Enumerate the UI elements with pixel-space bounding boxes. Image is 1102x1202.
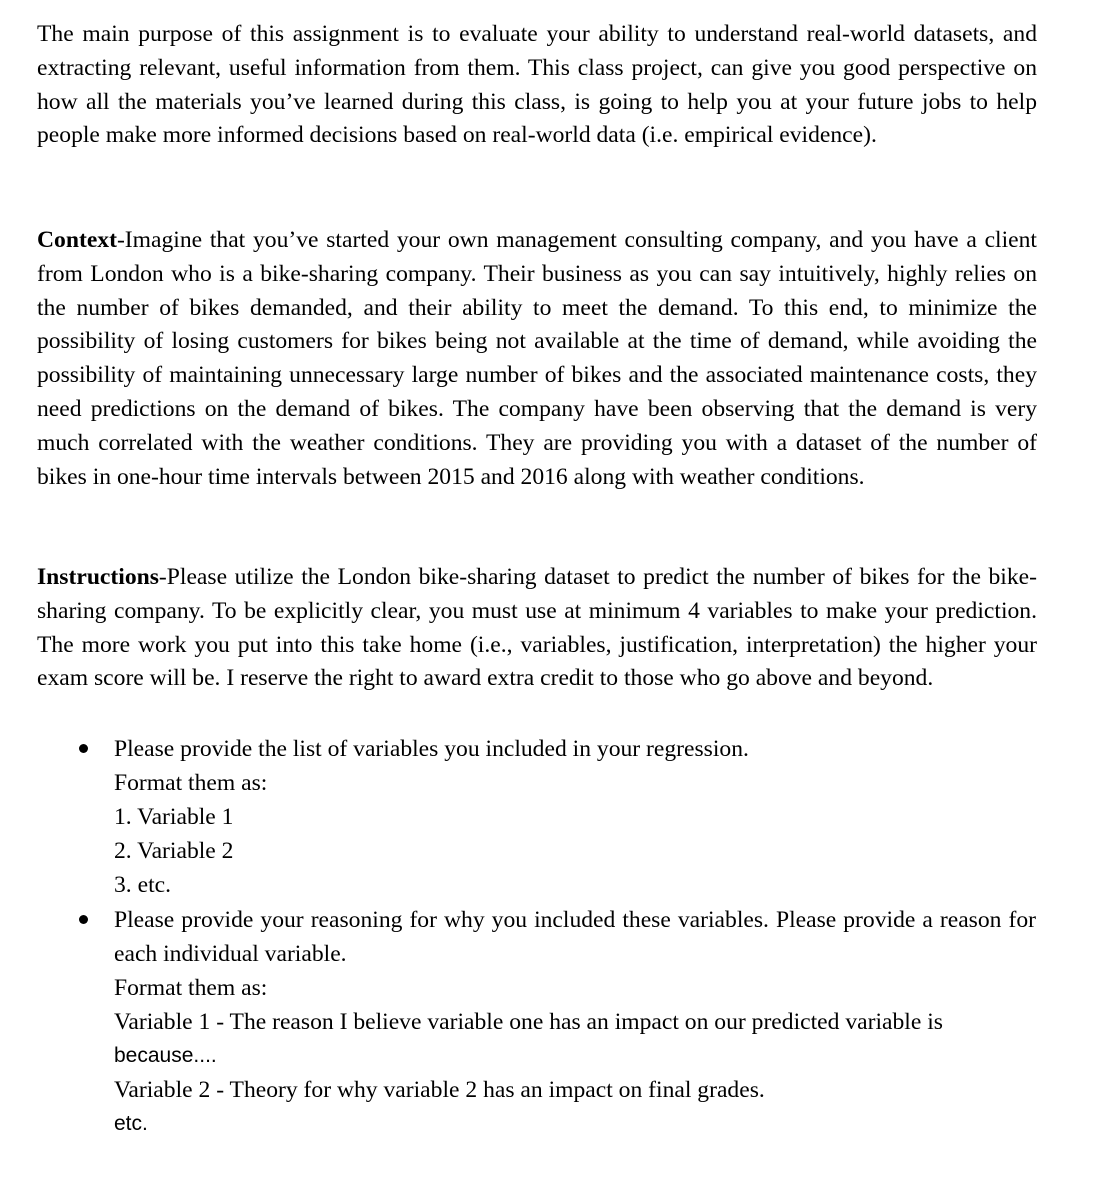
instructions-text: -Please utilize the London bike-sharing dataset to predict the number of bikes for the bike-sharing company. To be explicitly clear, you must use at minimum 4 variables to make your prediction. The more work you put into this take home (i.e., variables, justification, interpretation) the higher your exam score will be. I reserve the right to award extra credit to those who go above and beyond.: [37, 564, 1037, 692]
format-line: etc.: [114, 1112, 148, 1135]
instructions-label: Instructions: [37, 564, 159, 590]
bullet-icon: [79, 744, 88, 753]
intro-text: The main purpose of this assignment is to evaluate your ability to understand real-world datasets, and extracting relevant, useful information from them. This class project, can give you good perspective on how all the materials you’ve learned during this class, is going to help you at your future jobs to help people make more informed decisions based on real-world data (i.e. empirical evidence).: [37, 21, 1037, 149]
format-line: 3. etc.: [114, 872, 171, 898]
bullet-variable-reasoning: [114, 903, 1036, 1141]
context-label: Context: [37, 227, 117, 253]
bullet-text: Please provide the list of variables you included in your regression.: [114, 736, 749, 762]
bullet-text: Please provide your reasoning for why you included these variables. Please provide a reason for each individual variable.: [114, 907, 1036, 967]
format-line: Variable 1 - The reason I believe variable one has an impact on our predicted variable is: [114, 1009, 943, 1035]
format-line: 1. Variable 1: [114, 804, 234, 830]
bullet-variables-list: [114, 732, 1036, 902]
context-paragraph: [37, 224, 1037, 494]
format-line: Variable 2 - Theory for why variable 2 has an impact on final grades.: [114, 1077, 765, 1103]
format-line: because....: [114, 1044, 217, 1067]
context-text: -Imagine that you’ve started your own management consulting company, and you have a client from London who is a bike-sharing company. Their business as you can say intuitively, highly relies on the number of bikes demanded, and their ability to meet the demand. To this end, to minimize the possibility of losing customers for bikes being not available at the time of demand, while avoiding the possibility of maintaining unnecessary large number of bikes and the associated maintenance costs, they need predictions on the demand of bikes. The company have been observing that the demand is very much correlated with the weather conditions. They are providing you with a dataset of the number of bikes in one-hour time intervals between 2015 and 2016 along with weather conditions.: [37, 227, 1037, 490]
format-line: 2. Variable 2: [114, 838, 234, 864]
bullet-icon: [79, 915, 88, 924]
instructions-paragraph: [37, 561, 1037, 696]
format-label: Format them as:: [114, 975, 268, 1001]
intro-paragraph: [37, 18, 1037, 153]
format-label: Format them as:: [114, 770, 268, 796]
